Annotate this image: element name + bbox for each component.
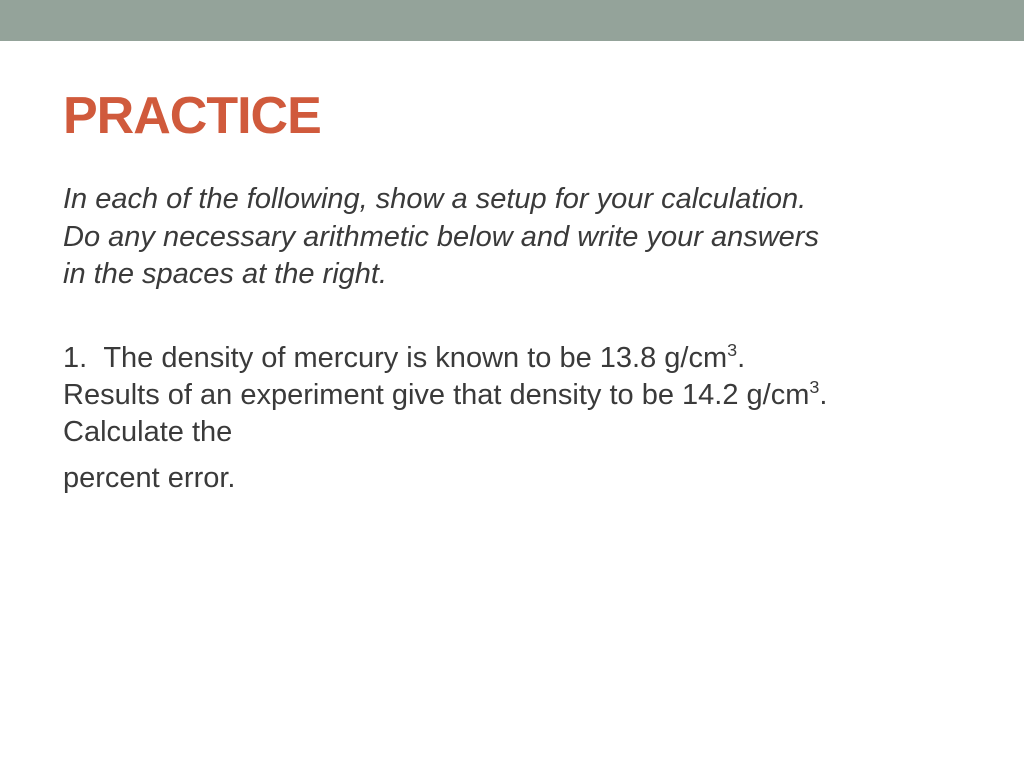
- slide-title: PRACTICE: [63, 87, 321, 145]
- superscript: 3: [727, 339, 738, 360]
- slide-body: [63, 181, 993, 497]
- problem-number: 1.: [63, 341, 88, 374]
- instructions-paragraph: [63, 181, 993, 294]
- problem-1-tail: [63, 460, 993, 497]
- instructions-line: in the spaces at the right.: [63, 258, 388, 290]
- instructions-line: In each of the following, show a setup for your calculation.: [63, 183, 807, 215]
- instructions-line: Do any necessary arithmetic below and write your answers: [63, 220, 819, 253]
- superscript: 3: [809, 376, 820, 397]
- problem-line: Results of an experiment give that density to be 14.2 g/cm: [63, 378, 810, 411]
- problem-line: percent error.: [63, 461, 236, 494]
- punctuation: .: [819, 378, 828, 411]
- top-accent-bar: [0, 0, 1024, 41]
- problem-line: The density of mercury is known to be 13.8 g/cm: [103, 341, 728, 374]
- problem-line: Calculate the: [63, 415, 233, 448]
- problem-1: [63, 340, 993, 451]
- punctuation: .: [737, 341, 746, 374]
